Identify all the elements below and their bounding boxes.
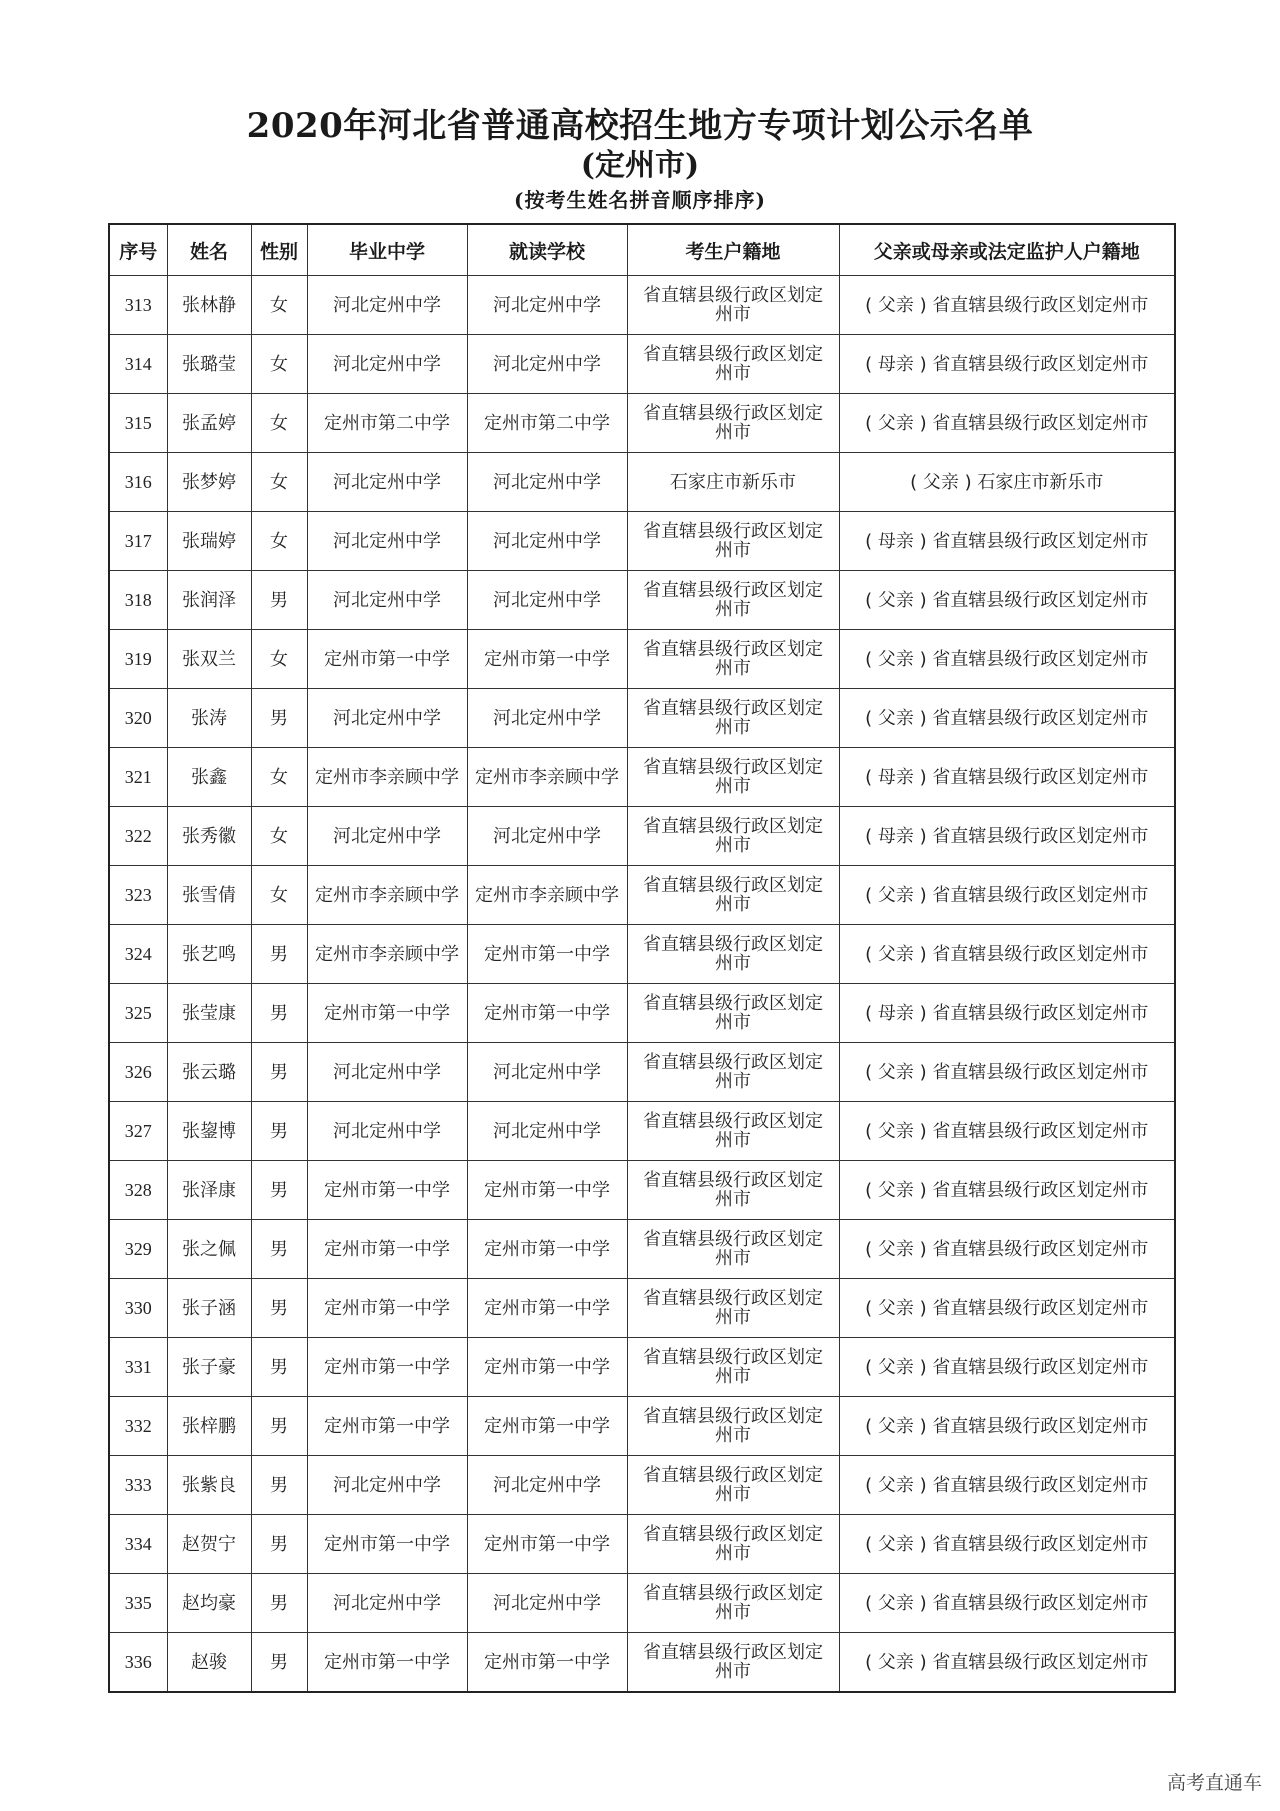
cell-study-school: 定州市第二中学 — [467, 394, 627, 453]
table-row — [109, 1515, 1175, 1574]
cell-no: 314 — [109, 335, 167, 394]
title-block — [0, 105, 1280, 215]
cell-parent-household: ( 父亲 ) 省直辖县级行政区划定州市 — [839, 394, 1175, 453]
cell-parent-household: ( 母亲 ) 省直辖县级行政区划定州市 — [839, 748, 1175, 807]
cell-student-household: 省直辖县级行政区划定州市 — [627, 1161, 839, 1220]
table-row — [109, 1338, 1175, 1397]
table-row — [109, 1102, 1175, 1161]
cell-student-household: 省直辖县级行政区划定州市 — [627, 335, 839, 394]
cell-grad-school: 定州市第一中学 — [307, 1220, 467, 1279]
cell-name: 张艺鸣 — [167, 925, 251, 984]
cell-study-school: 河北定州中学 — [467, 689, 627, 748]
table-row — [109, 453, 1175, 512]
cell-sex: 女 — [251, 866, 307, 925]
cell-study-school: 河北定州中学 — [467, 807, 627, 866]
cell-student-household: 省直辖县级行政区划定州市 — [627, 512, 839, 571]
cell-parent-household: ( 父亲 ) 省直辖县级行政区划定州市 — [839, 1397, 1175, 1456]
cell-name: 张涛 — [167, 689, 251, 748]
cell-student-household: 省直辖县级行政区划定州市 — [627, 1397, 839, 1456]
cell-name: 张子豪 — [167, 1338, 251, 1397]
cell-no: 321 — [109, 748, 167, 807]
cell-sex: 男 — [251, 571, 307, 630]
cell-sex: 女 — [251, 276, 307, 335]
cell-name: 赵贺宁 — [167, 1515, 251, 1574]
cell-study-school: 河北定州中学 — [467, 1574, 627, 1633]
cell-grad-school: 河北定州中学 — [307, 512, 467, 571]
cell-sex: 男 — [251, 925, 307, 984]
cell-study-school: 河北定州中学 — [467, 1102, 627, 1161]
cell-name: 张润泽 — [167, 571, 251, 630]
col-header-name: 姓名 — [167, 224, 251, 276]
cell-no: 323 — [109, 866, 167, 925]
cell-grad-school: 定州市李亲顾中学 — [307, 866, 467, 925]
cell-study-school: 河北定州中学 — [467, 1456, 627, 1515]
cell-study-school: 定州市第一中学 — [467, 984, 627, 1043]
table-row — [109, 1161, 1175, 1220]
cell-parent-household: ( 母亲 ) 省直辖县级行政区划定州市 — [839, 807, 1175, 866]
cell-no: 319 — [109, 630, 167, 689]
table-header-row — [109, 224, 1175, 276]
cell-parent-household: ( 母亲 ) 省直辖县级行政区划定州市 — [839, 512, 1175, 571]
cell-grad-school: 河北定州中学 — [307, 1456, 467, 1515]
cell-student-household: 省直辖县级行政区划定州市 — [627, 1633, 839, 1693]
cell-name: 张云璐 — [167, 1043, 251, 1102]
cell-name: 张鑫 — [167, 748, 251, 807]
cell-no: 331 — [109, 1338, 167, 1397]
cell-grad-school: 河北定州中学 — [307, 689, 467, 748]
roster-table — [108, 223, 1176, 1693]
cell-name: 张梓鹏 — [167, 1397, 251, 1456]
cell-no: 336 — [109, 1633, 167, 1693]
cell-parent-household: ( 父亲 ) 省直辖县级行政区划定州市 — [839, 1220, 1175, 1279]
table-row — [109, 1574, 1175, 1633]
cell-parent-household: ( 父亲 ) 省直辖县级行政区划定州市 — [839, 1102, 1175, 1161]
page-title: 2020年河北省普通高校招生地方专项计划公示名单 — [246, 106, 1034, 146]
cell-study-school: 定州市第一中学 — [467, 1279, 627, 1338]
cell-student-household: 省直辖县级行政区划定州市 — [627, 984, 839, 1043]
cell-name: 张瑞婷 — [167, 512, 251, 571]
cell-sex: 女 — [251, 748, 307, 807]
table-row — [109, 866, 1175, 925]
col-header-parent-household: 父亲或母亲或法定监护人户籍地 — [839, 224, 1175, 276]
cell-no: 326 — [109, 1043, 167, 1102]
table-row — [109, 748, 1175, 807]
table-row — [109, 335, 1175, 394]
table-row — [109, 1279, 1175, 1338]
cell-study-school: 河北定州中学 — [467, 512, 627, 571]
cell-no: 333 — [109, 1456, 167, 1515]
cell-name: 张梦婷 — [167, 453, 251, 512]
cell-student-household: 省直辖县级行政区划定州市 — [627, 1102, 839, 1161]
cell-no: 329 — [109, 1220, 167, 1279]
cell-sex: 男 — [251, 1633, 307, 1693]
cell-study-school: 河北定州中学 — [467, 453, 627, 512]
cell-name: 张孟婷 — [167, 394, 251, 453]
col-header-no: 序号 — [109, 224, 167, 276]
table-row — [109, 689, 1175, 748]
cell-name: 张紫良 — [167, 1456, 251, 1515]
cell-name: 张泽康 — [167, 1161, 251, 1220]
page-subtitle: (定州市) — [580, 148, 700, 183]
cell-study-school: 河北定州中学 — [467, 571, 627, 630]
cell-name: 张双兰 — [167, 630, 251, 689]
col-header-grad-school: 毕业中学 — [307, 224, 467, 276]
table-row — [109, 512, 1175, 571]
cell-student-household: 省直辖县级行政区划定州市 — [627, 925, 839, 984]
cell-study-school: 定州市第一中学 — [467, 1338, 627, 1397]
cell-parent-household: ( 母亲 ) 省直辖县级行政区划定州市 — [839, 335, 1175, 394]
cell-no: 330 — [109, 1279, 167, 1338]
table-row — [109, 1397, 1175, 1456]
cell-name: 张子涵 — [167, 1279, 251, 1338]
cell-name: 张之佩 — [167, 1220, 251, 1279]
cell-name: 张璐莹 — [167, 335, 251, 394]
cell-name: 张雪倩 — [167, 866, 251, 925]
cell-name: 张莹康 — [167, 984, 251, 1043]
cell-grad-school: 定州市第二中学 — [307, 394, 467, 453]
cell-parent-household: ( 父亲 ) 省直辖县级行政区划定州市 — [839, 1043, 1175, 1102]
table-row — [109, 571, 1175, 630]
cell-sex: 男 — [251, 1220, 307, 1279]
cell-no: 318 — [109, 571, 167, 630]
cell-no: 325 — [109, 984, 167, 1043]
cell-parent-household: ( 父亲 ) 省直辖县级行政区划定州市 — [839, 1279, 1175, 1338]
cell-no: 334 — [109, 1515, 167, 1574]
table-row — [109, 1043, 1175, 1102]
table-row — [109, 1456, 1175, 1515]
cell-parent-household: ( 父亲 ) 省直辖县级行政区划定州市 — [839, 1161, 1175, 1220]
cell-parent-household: ( 父亲 ) 省直辖县级行政区划定州市 — [839, 571, 1175, 630]
cell-grad-school: 定州市第一中学 — [307, 1397, 467, 1456]
cell-sex: 男 — [251, 1338, 307, 1397]
cell-parent-household: ( 父亲 ) 省直辖县级行政区划定州市 — [839, 1515, 1175, 1574]
cell-student-household: 省直辖县级行政区划定州市 — [627, 1338, 839, 1397]
cell-no: 315 — [109, 394, 167, 453]
cell-student-household: 省直辖县级行政区划定州市 — [627, 1515, 839, 1574]
cell-student-household: 省直辖县级行政区划定州市 — [627, 748, 839, 807]
cell-study-school: 定州市第一中学 — [467, 925, 627, 984]
table-row — [109, 1633, 1175, 1693]
cell-sex: 男 — [251, 689, 307, 748]
cell-study-school: 定州市第一中学 — [467, 1515, 627, 1574]
cell-grad-school: 河北定州中学 — [307, 335, 467, 394]
watermark: 高考直通车 — [1166, 1772, 1262, 1794]
cell-study-school: 河北定州中学 — [467, 335, 627, 394]
cell-sex: 男 — [251, 1279, 307, 1338]
cell-parent-household: ( 父亲 ) 省直辖县级行政区划定州市 — [839, 1338, 1175, 1397]
table-row — [109, 394, 1175, 453]
cell-student-household: 省直辖县级行政区划定州市 — [627, 571, 839, 630]
cell-study-school: 定州市李亲顾中学 — [467, 866, 627, 925]
cell-student-household: 省直辖县级行政区划定州市 — [627, 630, 839, 689]
cell-study-school: 定州市第一中学 — [467, 1161, 627, 1220]
cell-no: 327 — [109, 1102, 167, 1161]
table-row — [109, 984, 1175, 1043]
cell-sex: 男 — [251, 1515, 307, 1574]
cell-student-household: 省直辖县级行政区划定州市 — [627, 1574, 839, 1633]
sort-note: (按考生姓名拼音顺序排序) — [514, 188, 766, 212]
cell-study-school: 定州市第一中学 — [467, 1220, 627, 1279]
cell-name: 赵均豪 — [167, 1574, 251, 1633]
cell-study-school: 河北定州中学 — [467, 1043, 627, 1102]
cell-sex: 女 — [251, 335, 307, 394]
cell-parent-household: ( 父亲 ) 省直辖县级行政区划定州市 — [839, 925, 1175, 984]
cell-name: 赵骏 — [167, 1633, 251, 1693]
table-row — [109, 925, 1175, 984]
cell-sex: 女 — [251, 630, 307, 689]
cell-student-household: 省直辖县级行政区划定州市 — [627, 866, 839, 925]
cell-sex: 女 — [251, 807, 307, 866]
cell-study-school: 定州市李亲顾中学 — [467, 748, 627, 807]
cell-sex: 女 — [251, 512, 307, 571]
cell-no: 335 — [109, 1574, 167, 1633]
cell-no: 322 — [109, 807, 167, 866]
cell-grad-school: 定州市第一中学 — [307, 1338, 467, 1397]
cell-parent-household: ( 父亲 ) 省直辖县级行政区划定州市 — [839, 1633, 1175, 1693]
cell-no: 320 — [109, 689, 167, 748]
cell-grad-school: 定州市李亲顾中学 — [307, 925, 467, 984]
cell-grad-school: 河北定州中学 — [307, 453, 467, 512]
cell-name: 张秀徽 — [167, 807, 251, 866]
cell-grad-school: 河北定州中学 — [307, 807, 467, 866]
cell-sex: 女 — [251, 453, 307, 512]
cell-student-household: 省直辖县级行政区划定州市 — [627, 1456, 839, 1515]
col-header-student-household: 考生户籍地 — [627, 224, 839, 276]
cell-study-school: 定州市第一中学 — [467, 1397, 627, 1456]
table-body — [109, 276, 1175, 1693]
cell-parent-household: ( 母亲 ) 省直辖县级行政区划定州市 — [839, 984, 1175, 1043]
cell-student-household: 省直辖县级行政区划定州市 — [627, 689, 839, 748]
cell-study-school: 河北定州中学 — [467, 276, 627, 335]
cell-sex: 男 — [251, 1456, 307, 1515]
cell-sex: 女 — [251, 394, 307, 453]
cell-study-school: 定州市第一中学 — [467, 1633, 627, 1693]
cell-sex: 男 — [251, 1397, 307, 1456]
cell-student-household: 省直辖县级行政区划定州市 — [627, 276, 839, 335]
cell-no: 328 — [109, 1161, 167, 1220]
cell-no: 313 — [109, 276, 167, 335]
cell-no: 324 — [109, 925, 167, 984]
cell-name: 张林静 — [167, 276, 251, 335]
cell-parent-household: ( 父亲 ) 省直辖县级行政区划定州市 — [839, 1574, 1175, 1633]
cell-grad-school: 定州市第一中学 — [307, 1161, 467, 1220]
cell-student-household: 省直辖县级行政区划定州市 — [627, 1279, 839, 1338]
cell-grad-school: 定州市第一中学 — [307, 1633, 467, 1693]
table-row — [109, 276, 1175, 335]
cell-student-household: 石家庄市新乐市 — [627, 453, 839, 512]
cell-grad-school: 河北定州中学 — [307, 571, 467, 630]
cell-study-school: 定州市第一中学 — [467, 630, 627, 689]
cell-student-household: 省直辖县级行政区划定州市 — [627, 1220, 839, 1279]
cell-student-household: 省直辖县级行政区划定州市 — [627, 807, 839, 866]
cell-sex: 男 — [251, 1043, 307, 1102]
table-row — [109, 1220, 1175, 1279]
cell-parent-household: ( 父亲 ) 省直辖县级行政区划定州市 — [839, 630, 1175, 689]
cell-grad-school: 河北定州中学 — [307, 1043, 467, 1102]
cell-parent-household: ( 父亲 ) 省直辖县级行政区划定州市 — [839, 866, 1175, 925]
cell-sex: 男 — [251, 1161, 307, 1220]
cell-no: 317 — [109, 512, 167, 571]
cell-no: 316 — [109, 453, 167, 512]
table-row — [109, 630, 1175, 689]
cell-grad-school: 定州市第一中学 — [307, 1515, 467, 1574]
cell-grad-school: 河北定州中学 — [307, 276, 467, 335]
cell-sex: 男 — [251, 1574, 307, 1633]
cell-parent-household: ( 父亲 ) 石家庄市新乐市 — [839, 453, 1175, 512]
cell-parent-household: ( 父亲 ) 省直辖县级行政区划定州市 — [839, 276, 1175, 335]
cell-grad-school: 定州市李亲顾中学 — [307, 748, 467, 807]
table-row — [109, 807, 1175, 866]
cell-student-household: 省直辖县级行政区划定州市 — [627, 1043, 839, 1102]
cell-student-household: 省直辖县级行政区划定州市 — [627, 394, 839, 453]
cell-grad-school: 定州市第一中学 — [307, 984, 467, 1043]
cell-grad-school: 河北定州中学 — [307, 1102, 467, 1161]
cell-sex: 男 — [251, 1102, 307, 1161]
cell-sex: 男 — [251, 984, 307, 1043]
cell-parent-household: ( 父亲 ) 省直辖县级行政区划定州市 — [839, 1456, 1175, 1515]
cell-parent-household: ( 父亲 ) 省直辖县级行政区划定州市 — [839, 689, 1175, 748]
col-header-sex: 性别 — [251, 224, 307, 276]
cell-grad-school: 河北定州中学 — [307, 1574, 467, 1633]
cell-grad-school: 定州市第一中学 — [307, 630, 467, 689]
cell-no: 332 — [109, 1397, 167, 1456]
col-header-study-school: 就读学校 — [467, 224, 627, 276]
cell-name: 张鋆博 — [167, 1102, 251, 1161]
cell-grad-school: 定州市第一中学 — [307, 1279, 467, 1338]
